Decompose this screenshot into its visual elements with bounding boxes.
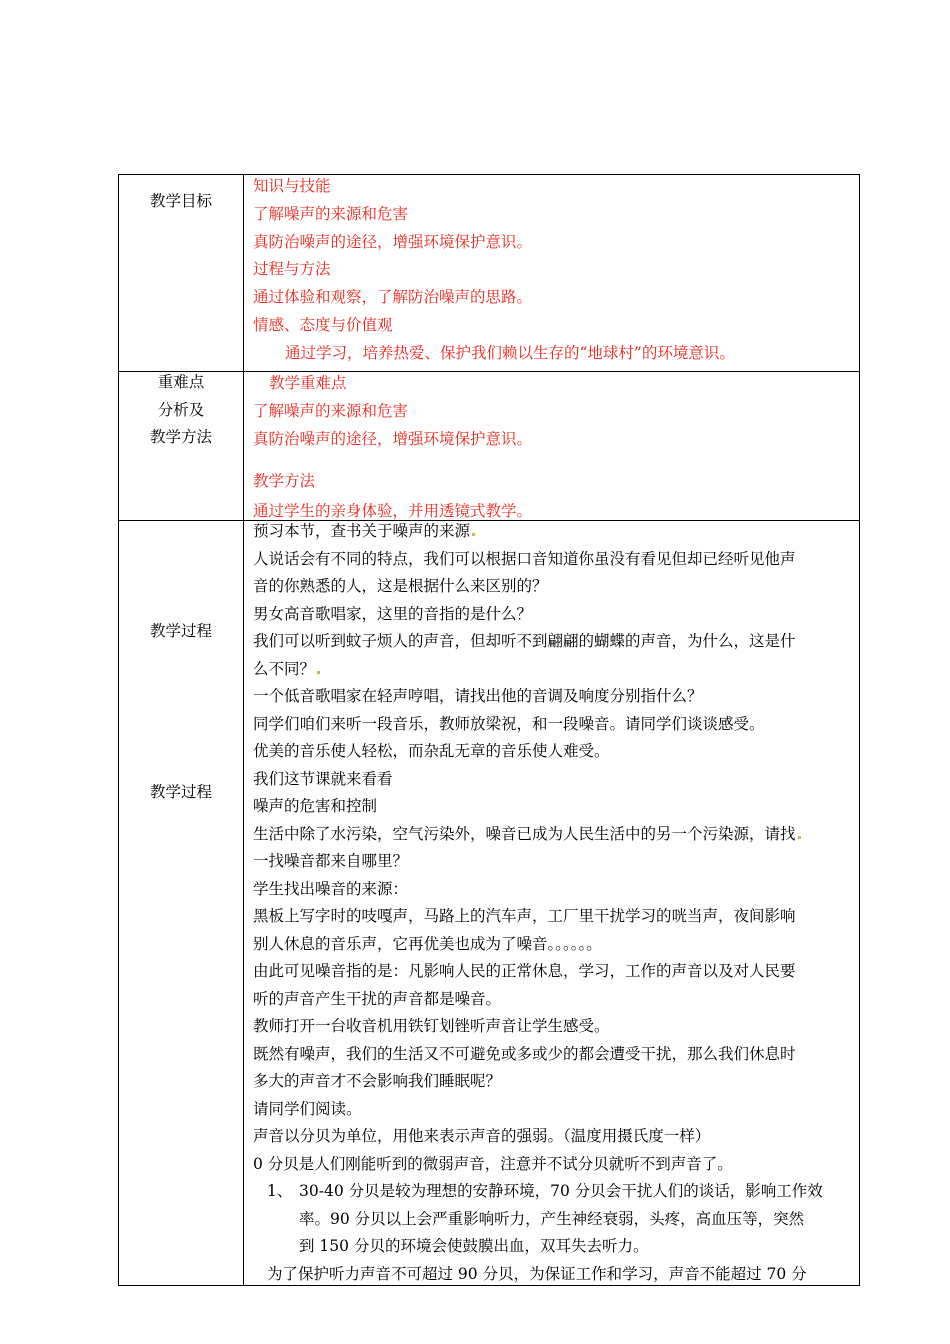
process-line: 同学们咱们来听一段音乐，教师放梁祝，和一段噪音。请同学们谈谈感受。 xyxy=(253,714,765,733)
list-number: 1、 xyxy=(267,1182,293,1200)
process-line: 由此可见噪音指的是：凡影响人民的正常休息，学习，工作的声音以及对人民要 xyxy=(253,962,796,980)
process-line: 既然有噪声，我们的生活又不可避免或多或少的都会遭受干扰，那么我们休息时 xyxy=(253,1044,796,1063)
keypoints-line: 通过学生的亲身体验，并用透镜式教学。 xyxy=(253,502,533,520)
keypoints-line: 真防治噪声的途径，增强环境保护意识。 xyxy=(253,430,533,448)
objectives-line: 了解噪声的来源和危害 xyxy=(253,204,409,223)
list-line: 到 150 分贝的环境会使鼓膜出血，双耳失去听力。 xyxy=(299,1237,649,1255)
keypoints-content xyxy=(253,369,532,525)
process-line: 教师打开一台收音机用铁钉划锉听声音让学生感受。 xyxy=(253,1017,610,1035)
mark-dot xyxy=(472,533,475,536)
process-line: 一个低音歌唱家在轻声哼唱，请找出他的音调及响度分别指什么？ xyxy=(253,687,703,705)
numbered-item xyxy=(253,1178,823,1261)
process-line: 男女高音歌唱家，这里的音指的是什么？ xyxy=(253,604,533,623)
keypoints-label-line: 教学方法 xyxy=(149,428,212,446)
process-line: 生活中除了水污染，空气污染外，噪音已成为人民生活中的另一个污染源，请找 xyxy=(253,821,823,849)
objectives-line: 通过体验和观察，了解防治噪声的思路。 xyxy=(253,288,533,307)
process-line: 人说话会有不同的特点，我们可以根据口音知道你虽没有看见但却已经听见他声 xyxy=(253,549,796,568)
keypoints-line: 教学方法 xyxy=(253,472,316,490)
process-line: 么不同？ xyxy=(253,656,823,684)
objectives-line: 知识与技能 xyxy=(253,177,331,195)
list-line: 30-40 分贝是较为理想的安静环境，70 分贝会干扰人们的谈话，影响工作效 xyxy=(299,1182,823,1200)
objectives-line: 通过学习，培养热爱、保护我们赖以生存的“地球村”的环境意识。 xyxy=(285,343,735,362)
keypoints-line: 了解噪声的来源和危害 xyxy=(253,402,409,420)
list-line: 率。90 分贝以上会严重影响听力，产生神经衰弱，头疼，高血压等，突然 xyxy=(299,1209,805,1228)
process-line: 学生找出噪音的来源： xyxy=(253,879,409,898)
process-line: 预习本节，查书关于噪声的来源 xyxy=(253,518,823,546)
objectives-label: 教学目标 xyxy=(149,192,212,210)
process-line: 0 分贝是人们刚能听到的微弱声音，注意并不试分贝就听不到声音了。 xyxy=(253,1154,733,1173)
column-divider xyxy=(243,175,244,1285)
process-label: 教学过程 xyxy=(149,622,212,640)
process-line: 黑板上写字时的吱嘎声，马路上的汽车声，工厂里干扰学习的咣当声，夜间影响 xyxy=(253,907,796,925)
keypoints-label-line: 分析及 xyxy=(157,400,205,419)
process-line: 多大的声音才不会影响我们睡眠呢？ xyxy=(253,1072,502,1090)
process-line: 噪声的危害和控制 xyxy=(253,797,378,815)
process-line: 音的你熟悉的人，这是根据什么来区别的？ xyxy=(253,577,548,595)
objectives-content xyxy=(253,173,735,368)
objectives-line: 过程与方法 xyxy=(253,260,331,279)
process-line: 优美的音乐使人轻松，而杂乱无章的音乐使人难受。 xyxy=(253,742,610,760)
process-line: 我们这节课就来看看 xyxy=(253,769,393,788)
process-content xyxy=(253,518,823,1288)
process-line: 声音以分贝为单位，用他来表示声音的强弱。（温度用摄氏度一样） xyxy=(253,1127,711,1145)
objectives-line: 真防治噪声的途径，增强环境保护意识。 xyxy=(253,232,533,251)
process-line: 别人休息的音乐声，它再优美也成为了噪音。。。。。。 xyxy=(253,934,602,953)
process-label-repeat: 教学过程 xyxy=(149,783,212,801)
keypoints-label-line: 重难点 xyxy=(157,373,205,391)
objectives-line: 情感、态度与价值观 xyxy=(253,315,393,334)
keypoints-label xyxy=(119,369,243,452)
process-line: 一找噪音都来自哪里？ xyxy=(253,852,409,870)
mark-dot xyxy=(317,671,320,674)
lesson-plan-table xyxy=(118,174,860,1286)
process-line: 听的声音产生干扰的声音都是噪音。 xyxy=(253,989,502,1008)
process-line: 我们可以听到蚊子烦人的声音，但却听不到翩翩的蝴蝶的声音，为什么，这是什 xyxy=(253,632,796,650)
mark-dot xyxy=(798,836,801,839)
process-line: 为了保护听力声音不可超过 90 分贝，为保证工作和学习，声音不能超过 70 分 xyxy=(267,1264,807,1283)
process-line: 请同学们阅读。 xyxy=(253,1099,362,1118)
keypoints-line: 教学重难点 xyxy=(269,374,347,392)
